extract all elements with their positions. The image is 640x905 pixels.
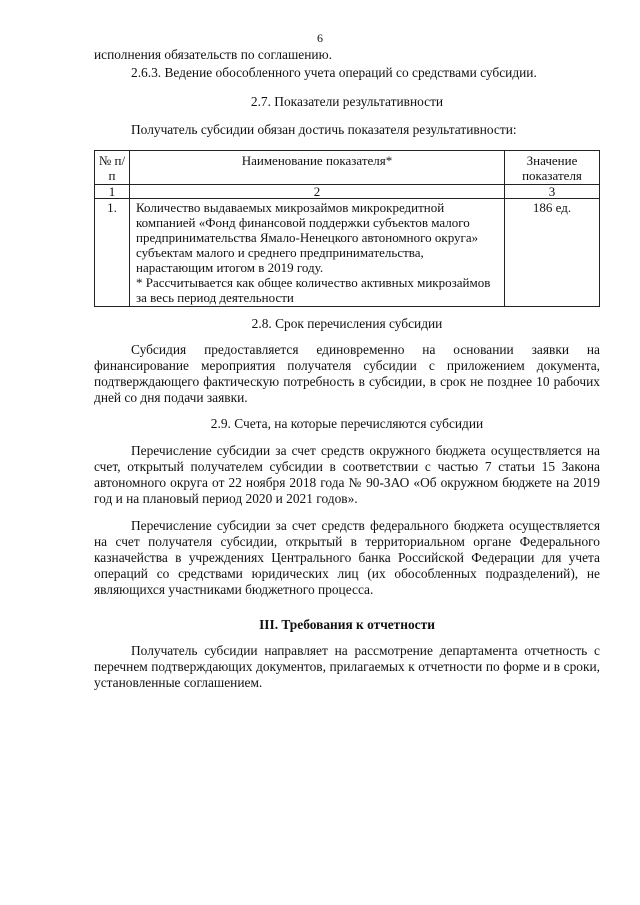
row-name <box>130 199 505 307</box>
header-num: № п/п <box>95 151 130 185</box>
section-2-7-lead: Получатель субсидии обязан достичь показателя результативности: <box>131 122 517 137</box>
intro-line-2: 2.6.3. Ведение обособленного учета операций со средствами субсидии. <box>131 65 537 80</box>
table-row <box>95 199 600 307</box>
row-num: 1. <box>95 199 130 307</box>
indicator-note: * Рассчитывается как общее количество активных микрозаймов за весь период деятельности <box>136 275 491 305</box>
section-2-7-heading: 2.7. Показатели результативности <box>250 94 444 109</box>
section-3-paragraph: Получатель субсидии направляет на рассмотрение департамента отчетность с перечнем подтверждающих документов, прилагаемых к отчетности по форме и в сроки, установленные соглашением. <box>94 643 600 690</box>
table-index-row <box>95 185 600 199</box>
section-3-heading: III. Требования к отчетности <box>259 617 435 632</box>
intro-line-1: исполнения обязательств по соглашению. <box>94 47 332 62</box>
header-value: Значение показателя <box>505 151 600 185</box>
index-3: 3 <box>505 185 600 199</box>
indicators-table <box>94 150 600 307</box>
header-name: Наименование показателя* <box>130 151 505 185</box>
section-2-8-heading: 2.8. Срок перечисления субсидии <box>251 316 443 331</box>
section-2-9-paragraph-1: Перечисление субсидии за счет средств окружного бюджета осуществляется на счет, открытый получателем субсидии в соответствии с частью 7 статьи 15 Закона автономного округа от 22 ноября 2018 года № 90-ЗАО «Об окружном бюджете на 2019 год и на плановый период 2020 и 2021 годов». <box>94 443 600 506</box>
row-value: 186 ед. <box>505 199 600 307</box>
indicator-name: Количество выдаваемых микрозаймов микрокредитной компанией «Фонд финансовой поддержки субъектов малого предпринимательства Ямало-Ненецкого автономного округа» субъектам малого и среднего предпринимательства, нарастающим итогом в 2019 году. <box>136 200 479 275</box>
index-1: 1 <box>95 185 130 199</box>
section-2-9-heading: 2.9. Счета, на которые перечисляются субсидии <box>210 416 484 431</box>
table-header-row <box>95 151 600 185</box>
section-2-9-paragraph-2: Перечисление субсидии за счет средств федерального бюджета осуществляется на счет получателя субсидии, открытый в территориальном органе Федерального казначейства в учреждениях Центрального банка Российской Федерации для учета операций со средствами юридических лиц (их обособленных подразделений), не являющихся участниками бюджетного процесса. <box>94 518 600 597</box>
index-2: 2 <box>130 185 505 199</box>
page-number: 6 <box>317 31 323 45</box>
section-2-8-paragraph: Субсидия предоставляется единовременно на основании заявки на финансирование мероприятия получателя субсидии с приложением документа, подтверждающего фактическую потребность в субсидии, в срок не позднее 10 рабочих дней со дня подачи заявки. <box>94 342 600 405</box>
